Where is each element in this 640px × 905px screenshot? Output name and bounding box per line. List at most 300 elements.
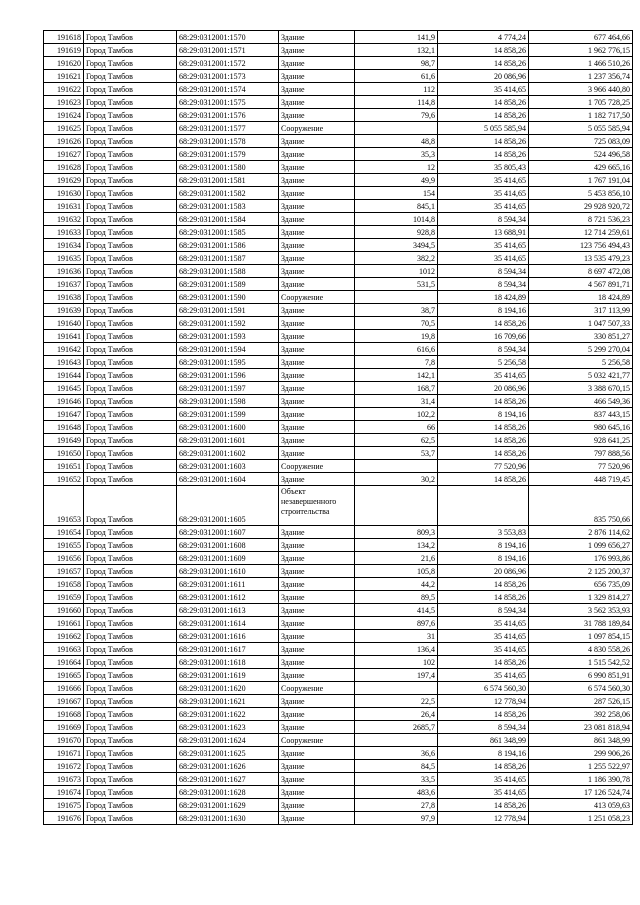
cadastral-number-cell: 68:29:0312001:1621: [177, 695, 279, 708]
cadastral-number-cell: 68:29:0312001:1619: [177, 669, 279, 682]
cadastral-number-cell: 68:29:0312001:1584: [177, 213, 279, 226]
object-type-cell: Здание: [279, 812, 355, 825]
area-cell: 61,6: [355, 70, 438, 83]
record-number-cell: 191641: [44, 330, 84, 343]
unit-value-cell: 14 858,26: [438, 799, 529, 812]
unit-value-cell: 14 858,26: [438, 760, 529, 773]
table-row: [44, 708, 633, 721]
table-row: [44, 187, 633, 200]
unit-value-cell: 14 858,26: [438, 135, 529, 148]
table-row: [44, 343, 633, 356]
municipality-cell: Город Тамбов: [84, 44, 177, 57]
area-cell: 809,3: [355, 526, 438, 539]
cadastral-number-cell: 68:29:0312001:1582: [177, 187, 279, 200]
cadastral-number-cell: 68:29:0312001:1578: [177, 135, 279, 148]
record-number-cell: 191633: [44, 226, 84, 239]
area-cell: 114,8: [355, 96, 438, 109]
area-cell: 53,7: [355, 447, 438, 460]
municipality-cell: Город Тамбов: [84, 760, 177, 773]
cadastral-number-cell: 68:29:0312001:1598: [177, 395, 279, 408]
object-type-cell: Здание: [279, 213, 355, 226]
object-type-cell: Здание: [279, 369, 355, 382]
unit-value-cell: 16 709,66: [438, 330, 529, 343]
table-row: [44, 278, 633, 291]
record-number-cell: 191650: [44, 447, 84, 460]
cadastral-number-cell: 68:29:0312001:1588: [177, 265, 279, 278]
municipality-cell: Город Тамбов: [84, 460, 177, 473]
object-type-cell: Здание: [279, 721, 355, 734]
area-cell: 19,8: [355, 330, 438, 343]
record-number-cell: 191619: [44, 44, 84, 57]
cadastral-value-cell: 837 443,15: [529, 408, 633, 421]
table-row: [44, 109, 633, 122]
area-cell: 928,8: [355, 226, 438, 239]
cadastral-number-cell: 68:29:0312001:1613: [177, 604, 279, 617]
table-row: [44, 239, 633, 252]
cadastral-value-cell: 77 520,96: [529, 460, 633, 473]
object-type-cell: Здание: [279, 747, 355, 760]
table-row: [44, 57, 633, 70]
cadastral-number-cell: 68:29:0312001:1597: [177, 382, 279, 395]
record-number-cell: 191647: [44, 408, 84, 421]
table-row: [44, 70, 633, 83]
unit-value-cell: 35 414,65: [438, 773, 529, 786]
object-type-cell: Здание: [279, 265, 355, 278]
unit-value-cell: 35 414,65: [438, 786, 529, 799]
cadastral-value-cell: 5 055 585,94: [529, 122, 633, 135]
municipality-cell: Город Тамбов: [84, 434, 177, 447]
record-number-cell: 191674: [44, 786, 84, 799]
table-row: [44, 552, 633, 565]
unit-value-cell: 35 414,65: [438, 174, 529, 187]
table-row: [44, 330, 633, 343]
record-number-cell: 191630: [44, 187, 84, 200]
cadastral-value-cell: 3 562 353,93: [529, 604, 633, 617]
cadastral-number-cell: 68:29:0312001:1630: [177, 812, 279, 825]
table-row: [44, 617, 633, 630]
cadastral-number-cell: 68:29:0312001:1571: [177, 44, 279, 57]
record-number-cell: 191635: [44, 252, 84, 265]
municipality-cell: Город Тамбов: [84, 682, 177, 695]
record-number-cell: 191652: [44, 473, 84, 486]
municipality-cell: Город Тамбов: [84, 604, 177, 617]
unit-value-cell: 5 256,58: [438, 356, 529, 369]
municipality-cell: Город Тамбов: [84, 486, 177, 526]
record-number-cell: 191642: [44, 343, 84, 356]
area-cell: 62,5: [355, 434, 438, 447]
record-number-cell: 191631: [44, 200, 84, 213]
municipality-cell: Город Тамбов: [84, 473, 177, 486]
municipality-cell: Город Тамбов: [84, 526, 177, 539]
table-row: [44, 643, 633, 656]
cadastral-value-cell: 1 466 510,26: [529, 57, 633, 70]
record-number-cell: 191629: [44, 174, 84, 187]
municipality-cell: Город Тамбов: [84, 656, 177, 669]
unit-value-cell: 14 858,26: [438, 591, 529, 604]
record-number-cell: 191675: [44, 799, 84, 812]
object-type-cell: Здание: [279, 31, 355, 44]
unit-value-cell: 5 055 585,94: [438, 122, 529, 135]
unit-value-cell: 14 858,26: [438, 447, 529, 460]
cadastral-value-cell: 317 113,99: [529, 304, 633, 317]
area-cell: 79,6: [355, 109, 438, 122]
municipality-cell: Город Тамбов: [84, 265, 177, 278]
cadastral-number-cell: 68:29:0312001:1573: [177, 70, 279, 83]
area-cell: 132,1: [355, 44, 438, 57]
area-cell: 70,5: [355, 317, 438, 330]
cadastral-value-cell: 17 126 524,74: [529, 786, 633, 799]
cadastral-valuation-sheet: [43, 30, 633, 825]
object-type-cell: Здание: [279, 395, 355, 408]
cadastral-number-cell: 68:29:0312001:1591: [177, 304, 279, 317]
area-cell: [355, 291, 438, 304]
object-type-cell: Здание: [279, 252, 355, 265]
table-row: [44, 31, 633, 44]
valuation-table: [43, 30, 633, 825]
cadastral-number-cell: 68:29:0312001:1575: [177, 96, 279, 109]
municipality-cell: Город Тамбов: [84, 57, 177, 70]
cadastral-value-cell: 392 258,06: [529, 708, 633, 721]
object-type-cell: Здание: [279, 617, 355, 630]
cadastral-value-cell: 413 059,63: [529, 799, 633, 812]
record-number-cell: 191644: [44, 369, 84, 382]
table-row: [44, 135, 633, 148]
cadastral-value-cell: 1 515 542,52: [529, 656, 633, 669]
table-row: [44, 565, 633, 578]
municipality-cell: Город Тамбов: [84, 187, 177, 200]
area-cell: 30,2: [355, 473, 438, 486]
record-number-cell: 191667: [44, 695, 84, 708]
unit-value-cell: 8 194,16: [438, 408, 529, 421]
cadastral-value-cell: 1 097 854,15: [529, 630, 633, 643]
unit-value-cell: 12 778,94: [438, 812, 529, 825]
object-type-cell: Здание: [279, 343, 355, 356]
unit-value-cell: 14 858,26: [438, 96, 529, 109]
cadastral-number-cell: 68:29:0312001:1608: [177, 539, 279, 552]
table-row: [44, 747, 633, 760]
object-type-cell: Здание: [279, 382, 355, 395]
cadastral-value-cell: 448 719,45: [529, 473, 633, 486]
record-number-cell: 191672: [44, 760, 84, 773]
cadastral-number-cell: 68:29:0312001:1618: [177, 656, 279, 669]
unit-value-cell: 35 414,65: [438, 83, 529, 96]
table-row: [44, 44, 633, 57]
cadastral-number-cell: 68:29:0312001:1586: [177, 239, 279, 252]
table-row: [44, 434, 633, 447]
area-cell: 66: [355, 421, 438, 434]
table-row: [44, 265, 633, 278]
unit-value-cell: 6 574 560,30: [438, 682, 529, 695]
cadastral-value-cell: 3 966 440,80: [529, 83, 633, 96]
area-cell: 197,4: [355, 669, 438, 682]
cadastral-number-cell: 68:29:0312001:1623: [177, 721, 279, 734]
object-type-cell: Здание: [279, 304, 355, 317]
unit-value-cell: 8 594,34: [438, 213, 529, 226]
cadastral-value-cell: 1 329 814,27: [529, 591, 633, 604]
unit-value-cell: 20 086,96: [438, 382, 529, 395]
object-type-cell: Сооружение: [279, 460, 355, 473]
cadastral-number-cell: 68:29:0312001:1580: [177, 161, 279, 174]
area-cell: 414,5: [355, 604, 438, 617]
cadastral-value-cell: 1 186 390,78: [529, 773, 633, 786]
record-number-cell: 191621: [44, 70, 84, 83]
municipality-cell: Город Тамбов: [84, 786, 177, 799]
record-number-cell: 191626: [44, 135, 84, 148]
record-number-cell: 191655: [44, 539, 84, 552]
unit-value-cell: 12 778,94: [438, 695, 529, 708]
object-type-cell: Здание: [279, 447, 355, 460]
table-row: [44, 304, 633, 317]
cadastral-value-cell: 835 750,66: [529, 486, 633, 526]
unit-value-cell: 14 858,26: [438, 109, 529, 122]
unit-value-cell: 13 688,91: [438, 226, 529, 239]
area-cell: 98,7: [355, 57, 438, 70]
cadastral-value-cell: 928 641,25: [529, 434, 633, 447]
cadastral-value-cell: 4 830 558,26: [529, 643, 633, 656]
area-cell: 136,4: [355, 643, 438, 656]
municipality-cell: Город Тамбов: [84, 578, 177, 591]
object-type-cell: Здание: [279, 578, 355, 591]
cadastral-value-cell: 287 526,15: [529, 695, 633, 708]
cadastral-number-cell: 68:29:0312001:1585: [177, 226, 279, 239]
cadastral-number-cell: 68:29:0312001:1626: [177, 760, 279, 773]
area-cell: [355, 460, 438, 473]
cadastral-number-cell: 68:29:0312001:1594: [177, 343, 279, 356]
table-row: [44, 473, 633, 486]
area-cell: 897,6: [355, 617, 438, 630]
unit-value-cell: 8 194,16: [438, 304, 529, 317]
record-number-cell: 191662: [44, 630, 84, 643]
table-row: [44, 174, 633, 187]
record-number-cell: 191663: [44, 643, 84, 656]
table-row: [44, 486, 633, 526]
record-number-cell: 191666: [44, 682, 84, 695]
municipality-cell: Город Тамбов: [84, 317, 177, 330]
area-cell: 48,8: [355, 135, 438, 148]
area-cell: 1012: [355, 265, 438, 278]
municipality-cell: Город Тамбов: [84, 747, 177, 760]
municipality-cell: Город Тамбов: [84, 447, 177, 460]
table-row: [44, 695, 633, 708]
object-type-cell: Здание: [279, 539, 355, 552]
table-row: [44, 578, 633, 591]
unit-value-cell: 8 594,34: [438, 721, 529, 734]
area-cell: 531,5: [355, 278, 438, 291]
record-number-cell: 191643: [44, 356, 84, 369]
area-cell: 483,6: [355, 786, 438, 799]
record-number-cell: 191656: [44, 552, 84, 565]
cadastral-value-cell: 5 299 270,04: [529, 343, 633, 356]
municipality-cell: Город Тамбов: [84, 721, 177, 734]
table-row: [44, 83, 633, 96]
unit-value-cell: 35 414,65: [438, 187, 529, 200]
record-number-cell: 191657: [44, 565, 84, 578]
object-type-cell: Сооружение: [279, 734, 355, 747]
unit-value-cell: 861 348,99: [438, 734, 529, 747]
area-cell: 84,5: [355, 760, 438, 773]
municipality-cell: Город Тамбов: [84, 109, 177, 122]
cadastral-number-cell: 68:29:0312001:1601: [177, 434, 279, 447]
municipality-cell: Город Тамбов: [84, 174, 177, 187]
table-row: [44, 291, 633, 304]
municipality-cell: Город Тамбов: [84, 369, 177, 382]
object-type-cell: Объект незавершенного строительства: [279, 486, 355, 526]
object-type-cell: Здание: [279, 200, 355, 213]
table-row: [44, 122, 633, 135]
table-row: [44, 604, 633, 617]
object-type-cell: Здание: [279, 96, 355, 109]
table-row: [44, 812, 633, 825]
cadastral-number-cell: 68:29:0312001:1581: [177, 174, 279, 187]
object-type-cell: Здание: [279, 669, 355, 682]
unit-value-cell: [438, 486, 529, 526]
municipality-cell: Город Тамбов: [84, 200, 177, 213]
table-row: [44, 799, 633, 812]
table-row: [44, 382, 633, 395]
table-row: [44, 630, 633, 643]
cadastral-number-cell: 68:29:0312001:1574: [177, 83, 279, 96]
record-number-cell: 191660: [44, 604, 84, 617]
record-number-cell: 191623: [44, 96, 84, 109]
table-row: [44, 721, 633, 734]
cadastral-number-cell: 68:29:0312001:1583: [177, 200, 279, 213]
municipality-cell: Город Тамбов: [84, 395, 177, 408]
municipality-cell: Город Тамбов: [84, 291, 177, 304]
cadastral-value-cell: 429 665,16: [529, 161, 633, 174]
cadastral-value-cell: 1 962 776,15: [529, 44, 633, 57]
area-cell: 102: [355, 656, 438, 669]
table-row: [44, 669, 633, 682]
table-row: [44, 682, 633, 695]
municipality-cell: Город Тамбов: [84, 135, 177, 148]
cadastral-value-cell: 980 645,16: [529, 421, 633, 434]
cadastral-value-cell: 725 083,09: [529, 135, 633, 148]
unit-value-cell: 20 086,96: [438, 565, 529, 578]
object-type-cell: Здание: [279, 565, 355, 578]
unit-value-cell: 77 520,96: [438, 460, 529, 473]
object-type-cell: Здание: [279, 799, 355, 812]
cadastral-number-cell: 68:29:0312001:1625: [177, 747, 279, 760]
object-type-cell: Здание: [279, 473, 355, 486]
cadastral-value-cell: 176 993,86: [529, 552, 633, 565]
cadastral-number-cell: 68:29:0312001:1624: [177, 734, 279, 747]
area-cell: 31: [355, 630, 438, 643]
object-type-cell: Здание: [279, 161, 355, 174]
municipality-cell: Город Тамбов: [84, 617, 177, 630]
record-number-cell: 191620: [44, 57, 84, 70]
cadastral-value-cell: 6 574 560,30: [529, 682, 633, 695]
area-cell: 44,2: [355, 578, 438, 591]
object-type-cell: Здание: [279, 643, 355, 656]
municipality-cell: Город Тамбов: [84, 96, 177, 109]
municipality-cell: Город Тамбов: [84, 31, 177, 44]
cadastral-number-cell: 68:29:0312001:1628: [177, 786, 279, 799]
unit-value-cell: 8 594,34: [438, 604, 529, 617]
table-row: [44, 760, 633, 773]
unit-value-cell: 35 805,43: [438, 161, 529, 174]
unit-value-cell: 35 414,65: [438, 630, 529, 643]
cadastral-value-cell: 2 125 200,37: [529, 565, 633, 578]
record-number-cell: 191645: [44, 382, 84, 395]
municipality-cell: Город Тамбов: [84, 812, 177, 825]
record-number-cell: 191646: [44, 395, 84, 408]
unit-value-cell: 8 594,34: [438, 278, 529, 291]
unit-value-cell: 20 086,96: [438, 70, 529, 83]
unit-value-cell: 14 858,26: [438, 395, 529, 408]
area-cell: 112: [355, 83, 438, 96]
object-type-cell: Здание: [279, 760, 355, 773]
object-type-cell: Здание: [279, 526, 355, 539]
municipality-cell: Город Тамбов: [84, 343, 177, 356]
area-cell: 616,6: [355, 343, 438, 356]
table-row: [44, 161, 633, 174]
municipality-cell: Город Тамбов: [84, 330, 177, 343]
area-cell: 21,6: [355, 552, 438, 565]
cadastral-number-cell: 68:29:0312001:1620: [177, 682, 279, 695]
cadastral-value-cell: 1 047 507,33: [529, 317, 633, 330]
cadastral-number-cell: 68:29:0312001:1590: [177, 291, 279, 304]
municipality-cell: Город Тамбов: [84, 552, 177, 565]
object-type-cell: Здание: [279, 148, 355, 161]
record-number-cell: 191636: [44, 265, 84, 278]
cadastral-number-cell: 68:29:0312001:1595: [177, 356, 279, 369]
record-number-cell: 191654: [44, 526, 84, 539]
unit-value-cell: 8 594,34: [438, 343, 529, 356]
table-row: [44, 447, 633, 460]
table-row: [44, 356, 633, 369]
object-type-cell: Здание: [279, 135, 355, 148]
cadastral-number-cell: 68:29:0312001:1605: [177, 486, 279, 526]
record-number-cell: 191618: [44, 31, 84, 44]
municipality-cell: Город Тамбов: [84, 708, 177, 721]
object-type-cell: Здание: [279, 656, 355, 669]
record-number-cell: 191671: [44, 747, 84, 760]
object-type-cell: Здание: [279, 226, 355, 239]
object-type-cell: Здание: [279, 239, 355, 252]
cadastral-number-cell: 68:29:0312001:1600: [177, 421, 279, 434]
record-number-cell: 191624: [44, 109, 84, 122]
area-cell: [355, 682, 438, 695]
municipality-cell: Город Тамбов: [84, 70, 177, 83]
table-row: [44, 539, 633, 552]
area-cell: 382,2: [355, 252, 438, 265]
cadastral-value-cell: 677 464,66: [529, 31, 633, 44]
area-cell: [355, 734, 438, 747]
table-row: [44, 734, 633, 747]
cadastral-value-cell: 299 906,26: [529, 747, 633, 760]
table-row: [44, 200, 633, 213]
record-number-cell: 191668: [44, 708, 84, 721]
table-row: [44, 773, 633, 786]
object-type-cell: Здание: [279, 630, 355, 643]
cadastral-number-cell: 68:29:0312001:1627: [177, 773, 279, 786]
cadastral-value-cell: 1 251 058,23: [529, 812, 633, 825]
object-type-cell: Здание: [279, 57, 355, 70]
unit-value-cell: 14 858,26: [438, 421, 529, 434]
unit-value-cell: 8 194,16: [438, 552, 529, 565]
area-cell: 26,4: [355, 708, 438, 721]
object-type-cell: Сооружение: [279, 682, 355, 695]
object-type-cell: Здание: [279, 44, 355, 57]
object-type-cell: Здание: [279, 109, 355, 122]
record-number-cell: 191639: [44, 304, 84, 317]
area-cell: 22,5: [355, 695, 438, 708]
cadastral-value-cell: 3 388 670,15: [529, 382, 633, 395]
unit-value-cell: 35 414,65: [438, 369, 529, 382]
object-type-cell: Здание: [279, 695, 355, 708]
cadastral-number-cell: 68:29:0312001:1629: [177, 799, 279, 812]
municipality-cell: Город Тамбов: [84, 565, 177, 578]
